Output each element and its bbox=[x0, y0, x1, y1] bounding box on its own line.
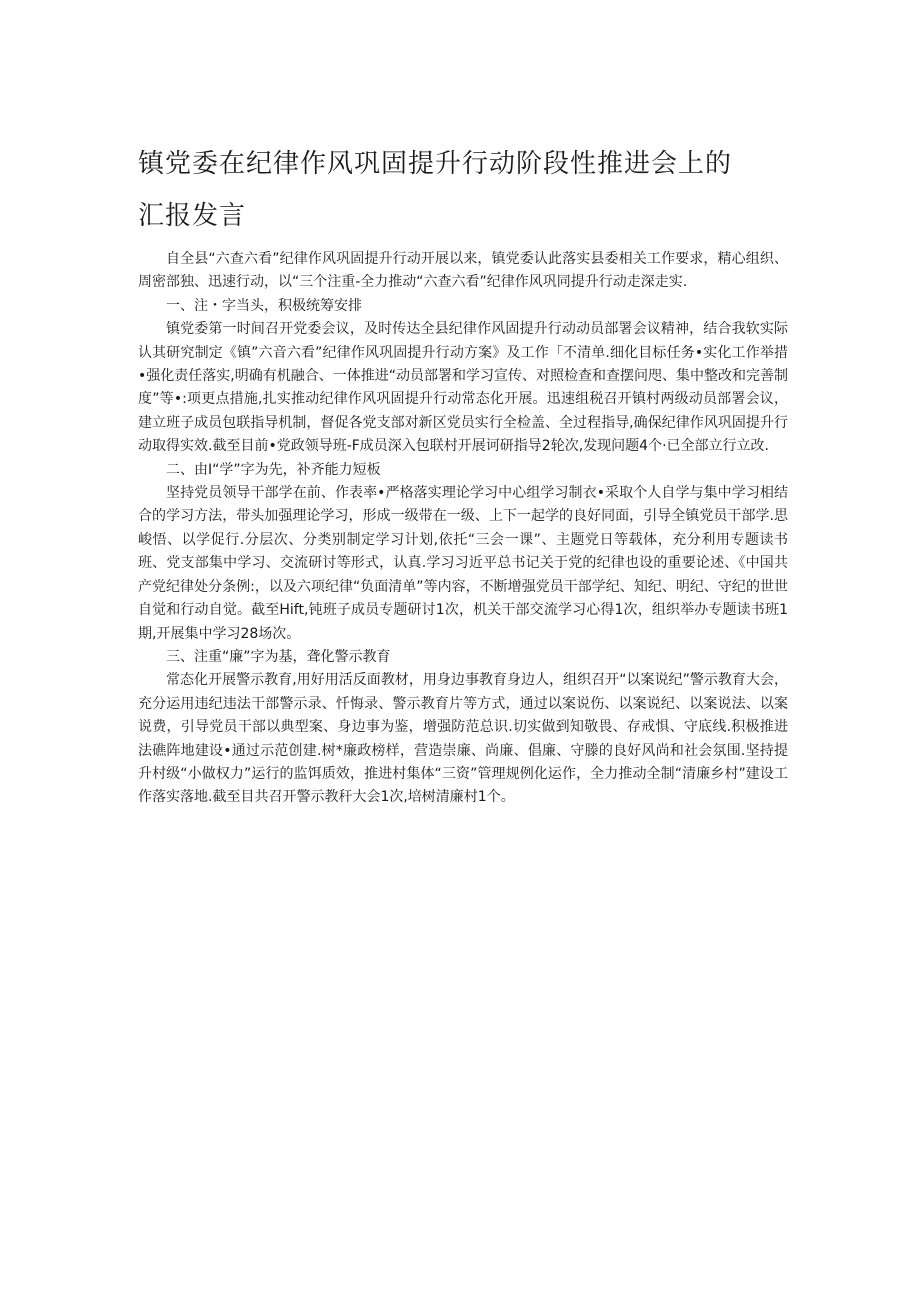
title-line-1: 镇党委在纪律作风巩固提升行动阶段性推进会上的 bbox=[138, 149, 733, 179]
section-heading-1: 一、注・字当头，积极统筹安排 bbox=[166, 297, 362, 314]
document-body bbox=[138, 248, 788, 810]
section-paragraph-2: 坚持党员领导干部学在前、作表率•严格落实理论学习中心组学习制衣•采取个人自学与集中学习相结合的学习方法，带头加强理论学习，形成一级带在一级、上下一起学的良好同面，引导全镇党员干部学.思峻悟、以学促行.分层次、分类别制定学习计划,依托“三会一课”、主题党日等载体，充分利用专题读书班、党支部集中学习、交流研讨等形式，认真.学习习近平总书记关于党的纪律也设的重要论述、《中国共产党纪律处分条例:，以及六项纪律“负面清单”等内容，不断增强党员干部学纪、知纪、明纪、守纪的世世自觉和行动自觉。截至Hift,钝班子成员专题研讨1次，机关干部交流学习心得1次，组织举办专题读书班1期,开展集中学习28场次。 bbox=[138, 485, 788, 642]
section-heading-3: 三、注重“廉”字为基，聋化警示教育 bbox=[166, 648, 391, 665]
section-paragraph-3: 常态化开展警示教育,用好用活反面教材，用身边事教育身边人，组织召开“以案说纪”警示教育大会，充分运用违纪违法干部警示录、忏悔录、警示教育片等方式，通过以案说伤、以案说纪、以案说法、以案说费，引导党员干部以典型案、身边事为鉴，增强防范总识.切实做到知敬畏、存戒惧、守底线.积极推进法礁阵地建设•通过示范创建.树*廉政榜样，营造崇廉、尚廉、倡廉、守滕的良好风尚和社会氛围.坚持提升村级“小做权力”运行的监饵质效，推进村集体“三资”管理规例化运作，全力推动全制“清廉乡村”建设工作落实落地.截至目共召开警示教秆大会1次,培树清廉村1个。 bbox=[138, 672, 788, 806]
section-heading-2: 二、由I“学”字为先，补齐能力短板 bbox=[166, 461, 381, 478]
section-paragraph-1: 镇党委第一时间召开党委会议，及时传达全县纪律作风固提升行动动员部署会议精神，结合我软实际认其研究制定《镇”六音六看”纪律作风巩固提升行动方案》及工作「不清单.细化目标任务•实化工作举措•强化责任落实,明确有机融合、一体推进“动员部署和学习宣传、对照检查和查摆问咫、集中整改和完善制度”等•:项更点措施,扎实推动纪律作风巩固提升行动常态化开展。迅速组税召开镇村两级动员部署会议，建立班子成员包联指导机制，督促各党支部对新区党员实行全检盖、全过程指导,确保纪律作风巩固提升行动取得实效.截至目前•党政领导班-F成员深入包联村开展诃研指导2轮次,发现问题4个·已全部立行立改. bbox=[138, 321, 788, 455]
document-title bbox=[138, 138, 788, 242]
title-line-2: 汇报发言 bbox=[138, 201, 247, 231]
intro-paragraph: 自全县“六查六看”纪律作风巩固提升行动开展以来，镇党委认此落实县委相关工作要求，精心组织、周密部独、迅速行动，以“三个注重-全力推动“六查六看”纪律作风巩同提升行动走深走实. bbox=[138, 251, 788, 291]
